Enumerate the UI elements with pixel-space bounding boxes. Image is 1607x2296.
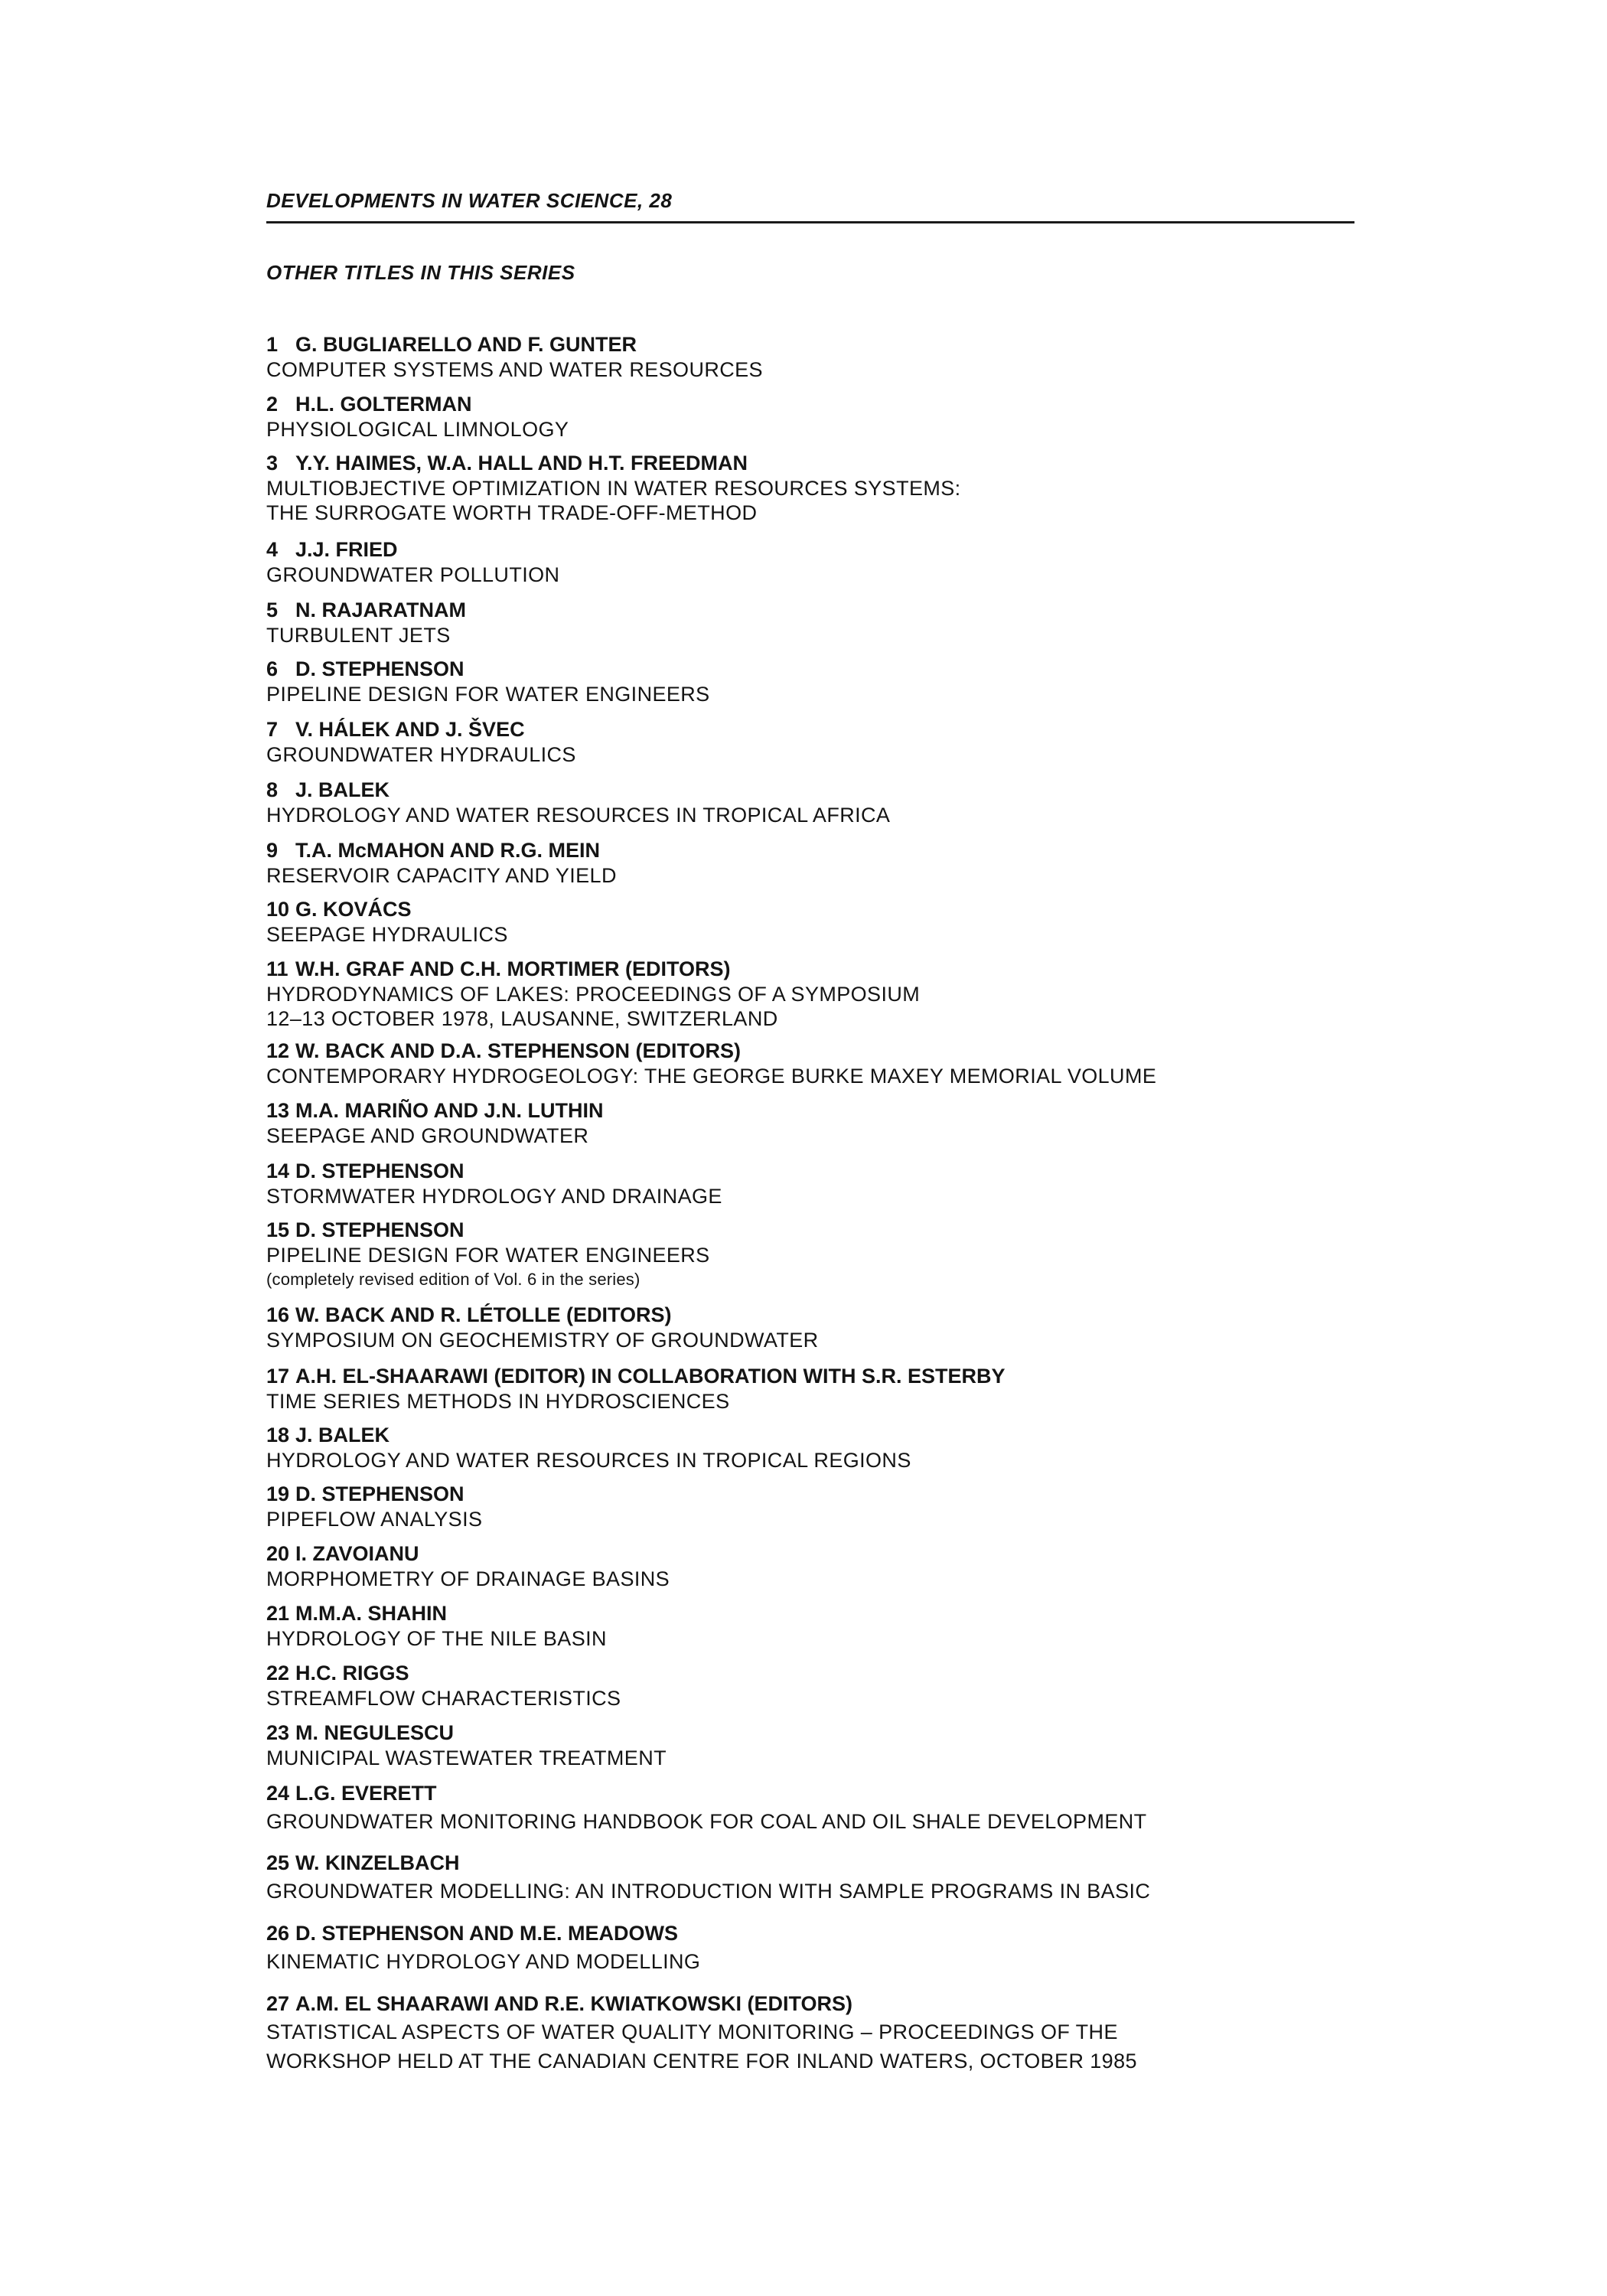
entry-header: [266, 957, 1361, 982]
volume-title-line: GROUNDWATER MONITORING HANDBOOK FOR COAL AND OIL SHALE DEVELOPMENT: [266, 1810, 1147, 1833]
volume-number: 17: [266, 1365, 290, 1388]
series-entry: [266, 1779, 1361, 1836]
entry-header: [266, 1039, 1361, 1064]
entry-header: [266, 778, 1361, 803]
entry-header: [266, 1720, 1361, 1746]
volume-authors: D. STEPHENSON: [295, 1218, 464, 1241]
series-entry: [266, 1720, 1361, 1770]
series-entry: [266, 1039, 1361, 1088]
series-entry: [266, 657, 1361, 706]
volume-title-line: THE SURROGATE WORTH TRADE-OFF-METHOD: [266, 501, 758, 524]
volume-number: 20: [266, 1542, 290, 1565]
volume-title-line: MORPHOMETRY OF DRAINAGE BASINS: [266, 1567, 670, 1590]
volume-title-line: STATISTICAL ASPECTS OF WATER QUALITY MONITORING – PROCEEDINGS OF THE: [266, 2020, 1118, 2043]
entry-header: [266, 1919, 1361, 1947]
volume-authors: J. BALEK: [295, 1424, 390, 1446]
volume-authors: G. KOVÁCS: [295, 898, 412, 921]
volume-title-line: PIPELINE DESIGN FOR WATER ENGINEERS: [266, 683, 710, 706]
volume-number: 3: [266, 452, 279, 475]
volume-authors: G. BUGLIARELLO AND F. GUNTER: [295, 333, 637, 356]
series-entry: [266, 1919, 1361, 1976]
volume-authors: T.A. McMAHON AND R.G. MEIN: [295, 839, 600, 862]
volume-title-line: SYMPOSIUM ON GEOCHEMISTRY OF GROUNDWATER: [266, 1329, 819, 1352]
header-rule: [266, 221, 1354, 223]
series-entry: [266, 1482, 1361, 1531]
volume-number: 27: [266, 1992, 290, 2015]
entry-header: [266, 838, 1361, 863]
entry-header: [266, 1482, 1361, 1507]
series-entry: [266, 332, 1361, 382]
entry-header: [266, 1364, 1361, 1389]
entry-header: [266, 451, 1361, 476]
volume-authors: M.A. MARIÑO AND J.N. LUTHIN: [295, 1099, 604, 1122]
volume-authors: D. STEPHENSON: [295, 1159, 464, 1182]
volume-authors: A.H. EL-SHAARAWI (EDITOR) IN COLLABORATION WITH S.R. ESTERBY: [295, 1365, 1006, 1388]
volume-number: 16: [266, 1303, 290, 1326]
series-entry: [266, 1661, 1361, 1711]
volume-title-line: HYDROLOGY AND WATER RESOURCES IN TROPICAL REGIONS: [266, 1449, 911, 1472]
volume-number: 22: [266, 1662, 290, 1684]
entry-header: [266, 392, 1361, 417]
volume-title-line: GROUNDWATER MODELLING: AN INTRODUCTION WITH SAMPLE PROGRAMS IN BASIC: [266, 1880, 1151, 1903]
series-entry: [266, 717, 1361, 767]
volume-title-line: COMPUTER SYSTEMS AND WATER RESOURCES: [266, 358, 763, 381]
volume-authors: N. RAJARATNAM: [295, 598, 466, 621]
entry-header: [266, 717, 1361, 742]
entry-header: [266, 1990, 1361, 2017]
volume-title-line: MUNICIPAL WASTEWATER TREATMENT: [266, 1746, 667, 1769]
volume-number: 2: [266, 393, 279, 416]
series-entry: [266, 392, 1361, 442]
volume-number: 18: [266, 1424, 290, 1446]
volume-authors: D. STEPHENSON: [295, 657, 464, 680]
volume-number: 5: [266, 598, 279, 621]
entry-header: [266, 332, 1361, 357]
volume-authors: J. BALEK: [295, 778, 390, 801]
volume-note: (completely revised edition of Vol. 6 in the series): [266, 1270, 641, 1289]
volume-authors: H.L. GOLTERMAN: [295, 393, 472, 416]
entry-header: [266, 1423, 1361, 1448]
entry-header: [266, 1159, 1361, 1184]
volume-authors: V. HÁLEK AND J. ŠVEC: [295, 718, 525, 741]
series-entry: [266, 1098, 1361, 1148]
volume-authors: M.M.A. SHAHIN: [295, 1602, 447, 1625]
volume-authors: A.M. EL SHAARAWI AND R.E. KWIATKOWSKI (EDITORS): [295, 1992, 852, 2015]
series-entry: [266, 537, 1361, 587]
entry-header: [266, 1601, 1361, 1626]
volume-title-line: PIPEFLOW ANALYSIS: [266, 1508, 483, 1531]
volume-authors: J.J. FRIED: [295, 538, 398, 561]
volume-title-line: PHYSIOLOGICAL LIMNOLOGY: [266, 418, 569, 441]
volume-authors: W.H. GRAF AND C.H. MORTIMER (EDITORS): [295, 957, 731, 980]
volume-title-line: MULTIOBJECTIVE OPTIMIZATION IN WATER RESOURCES SYSTEMS:: [266, 477, 961, 500]
series-entry: [266, 1303, 1361, 1352]
volume-title-line: GROUNDWATER HYDRAULICS: [266, 743, 576, 766]
volume-title-line: TIME SERIES METHODS IN HYDROSCIENCES: [266, 1390, 730, 1413]
volume-number: 21: [266, 1602, 290, 1625]
volume-title-line: KINEMATIC HYDROLOGY AND MODELLING: [266, 1950, 701, 1973]
series-entry: [266, 897, 1361, 947]
series-entry: [266, 1541, 1361, 1591]
volume-number: 14: [266, 1159, 290, 1182]
volume-number: 6: [266, 657, 279, 680]
volume-title-line: GROUNDWATER POLLUTION: [266, 563, 560, 586]
entry-header: [266, 1661, 1361, 1686]
series-entry: [266, 957, 1361, 1031]
series-entry: [266, 598, 1361, 647]
entry-header: [266, 1218, 1361, 1243]
entry-header: [266, 657, 1361, 682]
other-titles-heading: OTHER TITLES IN THIS SERIES: [266, 261, 575, 284]
entry-header: [266, 897, 1361, 922]
entry-header: [266, 1779, 1361, 1807]
volume-number: 24: [266, 1782, 290, 1805]
volume-title-line: HYDRODYNAMICS OF LAKES: PROCEEDINGS OF A SYMPOSIUM: [266, 983, 921, 1006]
series-entry: [266, 838, 1361, 888]
volume-authors: I. ZAVOIANU: [295, 1542, 419, 1565]
volume-title-line: WORKSHOP HELD AT THE CANADIAN CENTRE FOR INLAND WATERS, OCTOBER 1985: [266, 2050, 1137, 2073]
volume-number: 10: [266, 898, 290, 921]
volume-number: 25: [266, 1851, 290, 1874]
series-entry: [266, 451, 1361, 525]
series-entry: [266, 778, 1361, 827]
series-entry: [266, 1849, 1361, 1906]
volume-title-line: SEEPAGE HYDRAULICS: [266, 923, 508, 946]
volume-title-line: 12–13 OCTOBER 1978, LAUSANNE, SWITZERLAND: [266, 1007, 778, 1030]
entry-header: [266, 1849, 1361, 1877]
volume-number: 4: [266, 538, 279, 561]
volume-number: 15: [266, 1218, 290, 1241]
series-entry: [266, 1159, 1361, 1208]
volume-authors: M. NEGULESCU: [295, 1721, 455, 1744]
entry-header: [266, 1303, 1361, 1328]
volume-title-line: STORMWATER HYDROLOGY AND DRAINAGE: [266, 1185, 722, 1208]
volume-authors: D. STEPHENSON AND M.E. MEADOWS: [295, 1922, 679, 1945]
volume-title-line: HYDROLOGY OF THE NILE BASIN: [266, 1627, 607, 1650]
volume-number: 23: [266, 1721, 290, 1744]
volume-number: 26: [266, 1922, 290, 1945]
volume-number: 7: [266, 718, 279, 741]
volume-number: 9: [266, 839, 279, 862]
volume-authors: L.G. EVERETT: [295, 1782, 437, 1805]
volume-title-line: TURBULENT JETS: [266, 624, 451, 647]
series-entry: [266, 1423, 1361, 1473]
volume-number: 11: [266, 957, 288, 980]
volume-title-line: PIPELINE DESIGN FOR WATER ENGINEERS: [266, 1244, 710, 1267]
series-entry: [266, 1218, 1361, 1292]
entry-header: [266, 1098, 1361, 1124]
volume-authors: W. BACK AND D.A. STEPHENSON (EDITORS): [295, 1039, 742, 1062]
entry-header: [266, 537, 1361, 563]
volume-title-line: RESERVOIR CAPACITY AND YIELD: [266, 864, 617, 887]
volume-authors: W. KINZELBACH: [295, 1851, 460, 1874]
entry-header: [266, 1541, 1361, 1567]
volume-title-line: HYDROLOGY AND WATER RESOURCES IN TROPICAL AFRICA: [266, 804, 891, 827]
series-entry: [266, 1990, 1361, 2076]
volume-number: 1: [266, 333, 279, 356]
volume-number: 13: [266, 1099, 290, 1122]
entry-header: [266, 598, 1361, 623]
volume-authors: W. BACK AND R. LÉTOLLE (EDITORS): [295, 1303, 672, 1326]
volume-title-line: SEEPAGE AND GROUNDWATER: [266, 1124, 589, 1147]
volume-authors: Y.Y. HAIMES, W.A. HALL AND H.T. FREEDMAN: [295, 452, 748, 475]
volume-number: 19: [266, 1482, 290, 1505]
volume-title-line: STREAMFLOW CHARACTERISTICS: [266, 1687, 621, 1710]
series-title: DEVELOPMENTS IN WATER SCIENCE, 28: [266, 189, 673, 212]
volume-number: 8: [266, 778, 279, 801]
series-entry: [266, 1364, 1361, 1414]
volume-title-line: CONTEMPORARY HYDROGEOLOGY: THE GEORGE BURKE MAXEY MEMORIAL VOLUME: [266, 1065, 1157, 1088]
volume-authors: H.C. RIGGS: [295, 1662, 409, 1684]
volume-number: 12: [266, 1039, 290, 1062]
volume-authors: D. STEPHENSON: [295, 1482, 464, 1505]
series-entry: [266, 1601, 1361, 1651]
